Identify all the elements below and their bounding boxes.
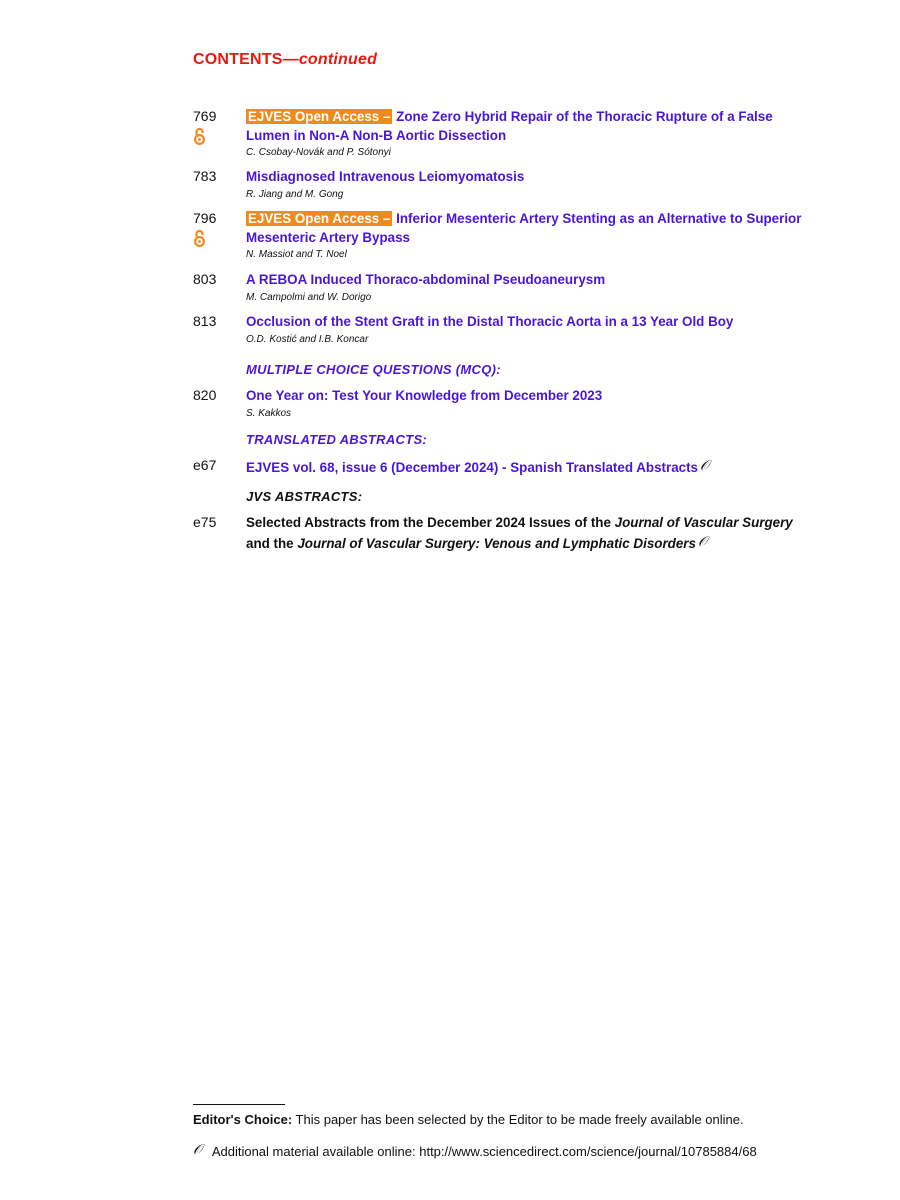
section-heading-mcq: MULTIPLE CHOICE QUESTIONS (MCQ): [246,362,501,377]
article-authors: N. Massiot and T. Noel [246,249,347,260]
article-authors: C. Csobay-Novák and P. Sótonyi [246,147,391,158]
section-heading-translated: TRANSLATED ABSTRACTS: [246,432,428,447]
online-material-icon: 𝒪 [697,533,707,550]
article-authors: M. Campolmi and W. Dorigo [246,291,372,303]
page-title: CONTENTS—continued [193,51,378,68]
article-authors: R. Jiang and M. Gong [246,188,344,200]
article-title[interactable]: Misdiagnosed Intravenous Leiomyomatosis [246,169,525,184]
open-access-label: EJVES Open Access – [248,211,391,226]
footnote-divider [193,1104,285,1105]
page-number: 769 [193,108,217,124]
open-access-icon [193,127,206,145]
article-title[interactable]: A REBOA Induced Thoraco-abdominal Pseudoaneurysm [246,272,606,287]
article-title[interactable]: EJVES Open Access – Inferior Mesenteric Artery Stenting as an Alternative to Superior Mesenteric Artery Bypass [246,211,802,245]
page-number: 803 [193,271,217,287]
open-access-icon [193,229,206,247]
page-number: e75 [193,514,217,530]
footnote-additional-material: 𝒪 Additional material available online: http://www.sciencedirect.com/science/journal/10785884/68 [193,1142,757,1159]
page-number: 820 [193,387,217,403]
article-title[interactable]: One Year on: Test Your Knowledge from December 2023 [246,388,603,403]
page-number: e67 [193,457,217,473]
article-title[interactable]: Selected Abstracts from the December 2024 Issues of the Journal of Vascular Surgery and the Journal of Vascular Surgery: Venous and Lymphatic Disorders 𝒪 [246,515,793,551]
page-number: 783 [193,168,217,184]
footnote-editors-choice: Editor's Choice: This paper has been selected by the Editor to be made freely available online. [193,1112,744,1127]
page-number: 796 [193,210,217,226]
article-title[interactable]: Occlusion of the Stent Graft in the Distal Thoracic Aorta in a 13 Year Old Boy [246,314,734,329]
open-access-label: EJVES Open Access – [248,109,391,124]
page-number: 813 [193,313,217,329]
online-material-icon: 𝒪 [193,1142,202,1158]
article-authors: S. Kakkos [246,407,292,419]
article-title[interactable]: EJVES Open Access – Zone Zero Hybrid Repair of the Thoracic Rupture of a False Lumen in Non-A Non-B Aortic Dissection [246,109,773,143]
online-material-icon: 𝒪 [700,458,709,474]
section-heading-jvs: JVS ABSTRACTS: [246,489,363,504]
article-authors: O.D. Kostić and I.B. Koncar [246,333,369,345]
article-title[interactable]: EJVES vol. 68, issue 6 (December 2024) - Spanish Translated Abstracts 𝒪 [246,458,709,475]
